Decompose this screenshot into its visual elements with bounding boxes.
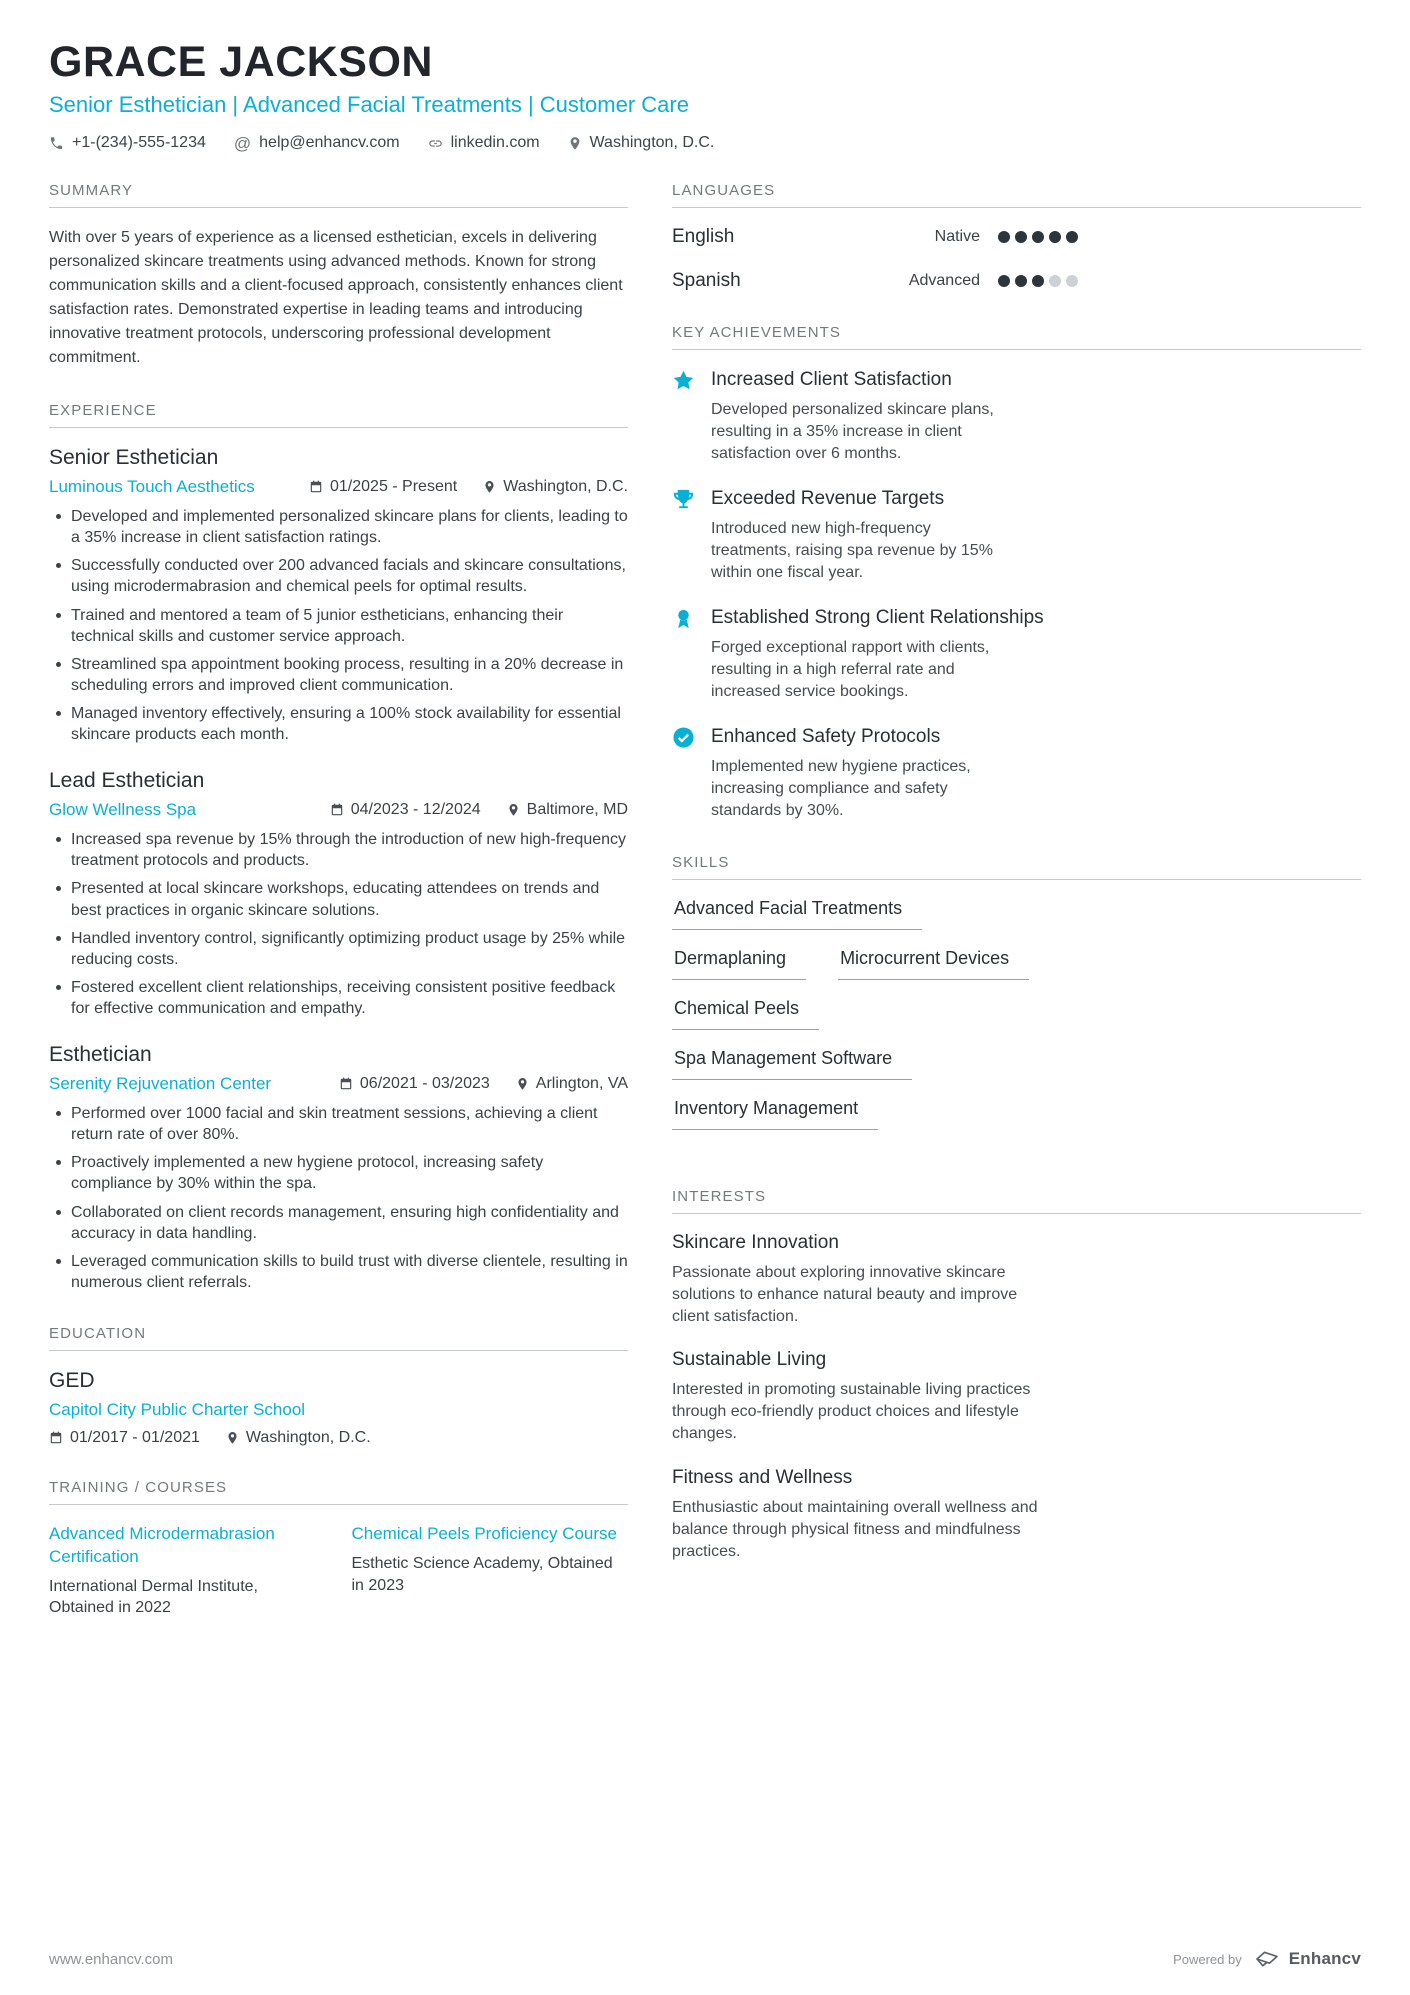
course-title: Chemical Peels Proficiency Course — [351, 1523, 617, 1543]
contact-phone — [49, 134, 206, 152]
bullet-item: Leveraged communication skills to build trust with diverse clientele, resulting in numerous client referrals. — [49, 1251, 628, 1293]
at-icon: @ — [233, 133, 252, 153]
contact-linkedin[interactable] — [428, 134, 540, 152]
achievement-text: Developed personalized skincare plans, resulting in a 35% increase in client satisfaction over 6 months. — [711, 400, 994, 463]
bullet-item: Increased spa revenue by 15% through the introduction of new high-frequency treatment protocols and products. — [49, 829, 628, 871]
experience-item — [49, 446, 628, 745]
bullet-item: Streamlined spa appointment booking process, resulting in a 20% decrease in scheduling errors and improved client communication. — [49, 654, 628, 696]
education-heading: EDUCATION — [49, 1325, 628, 1351]
achievement-body — [711, 725, 1011, 822]
bullet-item: Performed over 1000 facial and skin treatment sessions, achieving a client return rate of over 80%. — [49, 1103, 628, 1145]
education-dates-text: 01/2017 - 01/2021 — [70, 1428, 200, 1446]
check-circle-icon — [672, 725, 696, 822]
interests-section — [672, 1188, 1361, 1563]
achievement-title: Enhanced Safety Protocols — [711, 726, 941, 748]
training-heading: TRAINING / COURSES — [49, 1479, 628, 1505]
job-title: Lead Esthetician — [49, 769, 205, 793]
experience-heading: EXPERIENCE — [49, 402, 628, 428]
company-name: Serenity Rejuvenation Center — [49, 1074, 272, 1094]
achievement-title: Established Strong Client Relationships — [711, 607, 1044, 629]
job-meta — [49, 800, 628, 820]
skill-item: Microcurrent Devices — [838, 948, 1029, 980]
proficiency-dot — [1049, 231, 1061, 243]
experience-section — [49, 402, 628, 1293]
languages-heading: LANGUAGES — [672, 182, 1361, 208]
interest-title: Fitness and Wellness — [672, 1466, 853, 1488]
job-title: Esthetician — [49, 1043, 152, 1067]
achievements-section — [672, 324, 1361, 822]
interest-item — [672, 1349, 1361, 1445]
interest-title: Skincare Innovation — [672, 1232, 839, 1254]
skills-section — [672, 854, 1361, 1148]
skill-item: Chemical Peels — [672, 998, 819, 1030]
job-location-text: Washington, D.C. — [503, 478, 628, 496]
bullet-item: Presented at local skincare workshops, educating attendees on trends and best practices in organic skincare solutions. — [49, 878, 628, 920]
candidate-headline: Senior Esthetician | Advanced Facial Treatments | Customer Care — [49, 92, 689, 118]
calendar-icon — [339, 1077, 353, 1091]
proficiency-dot — [1049, 275, 1061, 287]
job-bullets — [49, 1103, 628, 1293]
achievement-title: Exceeded Revenue Targets — [711, 488, 945, 510]
bullet-item: Handled inventory control, significantly optimizing product usage by 25% while reducing costs. — [49, 928, 628, 970]
achievement-title: Increased Client Satisfaction — [711, 369, 952, 391]
course-item — [352, 1523, 629, 1619]
right-column — [672, 182, 1361, 1595]
columns — [49, 182, 1361, 1651]
job-dates-text: 04/2023 - 12/2024 — [350, 801, 481, 819]
enhancv-logo-icon — [1252, 1949, 1282, 1969]
job-location-text: Arlington, VA — [535, 1075, 628, 1093]
achievement-item — [672, 368, 1052, 465]
skill-item: Dermaplaning — [672, 948, 806, 980]
job-dates-text: 01/2025 - Present — [330, 478, 458, 496]
skills-list — [672, 898, 1042, 1148]
contact-linkedin-text: linkedin.com — [450, 134, 540, 152]
summary-section — [49, 182, 628, 370]
job-location — [516, 1075, 628, 1093]
bullet-item: Successfully conducted over 200 advanced facials and skincare consultations, using microdermabrasion and chemical peels for optimal results. — [49, 555, 628, 597]
contact-phone-text: +1-(234)-555-1234 — [72, 134, 206, 152]
experience-item — [49, 1043, 628, 1293]
interest-item — [672, 1467, 1361, 1563]
courses — [49, 1523, 628, 1619]
language-row — [672, 226, 1078, 248]
enhancv-logo[interactable] — [1252, 1949, 1361, 1969]
job-location — [483, 478, 628, 496]
experience-item — [49, 769, 628, 1019]
bullet-item: Collaborated on client records management, ensuring high confidentiality and accuracy in data handling. — [49, 1202, 628, 1244]
company-name: Luminous Touch Aesthetics — [49, 477, 255, 497]
job-meta — [49, 1074, 628, 1094]
contact-email[interactable] — [234, 134, 400, 152]
summary-heading: SUMMARY — [49, 182, 628, 208]
achievement-item — [672, 725, 1052, 822]
education-location — [226, 1429, 371, 1447]
achievement-item — [672, 606, 1052, 703]
interest-title: Sustainable Living — [672, 1349, 827, 1371]
proficiency-dot — [1032, 231, 1044, 243]
language-level: Native — [934, 228, 980, 246]
bullet-item: Fostered excellent client relationships, receiving consistent positive feedback for effective communication and empathy. — [49, 977, 628, 1019]
calendar-icon — [309, 480, 323, 494]
calendar-icon — [49, 1431, 63, 1445]
achievements-heading: KEY ACHIEVEMENTS — [672, 324, 1361, 350]
achievement-item — [672, 487, 1052, 584]
candidate-name: GRACE JACKSON — [49, 38, 433, 86]
header — [49, 40, 1361, 152]
course-title: Advanced Microdermabrasion Certification — [49, 1523, 275, 1566]
languages-section — [672, 182, 1361, 292]
calendar-icon — [330, 803, 344, 817]
proficiency-dot — [1015, 275, 1027, 287]
degree: GED — [49, 1368, 95, 1392]
interest-text: Passionate about exploring innovative skincare solutions to enhance natural beauty and improve client satisfaction. — [672, 1264, 1018, 1326]
education-location-text: Washington, D.C. — [245, 1428, 371, 1446]
interests-heading: INTERESTS — [672, 1188, 1361, 1214]
footer-website-link[interactable]: www.enhancv.com — [49, 1950, 173, 1968]
achievement-body — [711, 368, 1011, 465]
proficiency-dot — [998, 231, 1010, 243]
job-location — [507, 801, 628, 819]
job-bullets — [49, 506, 628, 745]
location-pin-icon — [516, 1077, 529, 1091]
location-pin-icon — [226, 1431, 239, 1445]
proficiency-dot — [1066, 231, 1078, 243]
course-item — [49, 1523, 326, 1619]
proficiency-dot — [1066, 275, 1078, 287]
footer — [49, 1949, 1361, 1969]
proficiency-dot — [1032, 275, 1044, 287]
interest-text: Interested in promoting sustainable living practices through eco-friendly product choices and lifestyle changes. — [672, 1381, 1031, 1443]
location-pin-icon — [568, 136, 582, 151]
course-detail: Esthetic Science Academy, Obtained in 2023 — [351, 1554, 613, 1594]
achievement-body — [711, 606, 1044, 703]
left-column — [49, 182, 628, 1651]
language-row — [672, 270, 1078, 292]
company-name: Glow Wellness Spa — [49, 800, 197, 820]
language-name: English — [672, 226, 735, 248]
education-section — [49, 1325, 628, 1447]
course-detail: International Dermal Institute, Obtained in 2022 — [49, 1577, 258, 1617]
skill-item: Spa Management Software — [672, 1048, 912, 1080]
bullet-item: Proactively implemented a new hygiene protocol, increasing safety compliance by 30% within the spa. — [49, 1152, 628, 1194]
job-meta — [49, 477, 628, 497]
achievement-body — [711, 487, 1011, 584]
powered-by — [1173, 1949, 1361, 1969]
powered-by-label: Powered by — [1173, 1951, 1242, 1967]
proficiency-dots — [998, 231, 1078, 243]
contact-location — [568, 134, 715, 152]
job-dates — [339, 1075, 490, 1093]
job-dates-text: 06/2021 - 03/2023 — [359, 1075, 490, 1093]
contact-location-text: Washington, D.C. — [589, 134, 715, 152]
proficiency-dot — [998, 275, 1010, 287]
bullet-item: Trained and mentored a team of 5 junior estheticians, enhancing their technical skills and customer service approach. — [49, 605, 628, 647]
job-title: Senior Esthetician — [49, 446, 219, 470]
trophy-icon — [672, 487, 696, 584]
location-pin-icon — [507, 803, 520, 817]
link-icon — [428, 136, 443, 151]
star-icon — [672, 368, 696, 465]
summary-text: With over 5 years of experience as a licensed esthetician, excels in delivering personalized skincare treatments using advanced methods. Known for strong communication skills and a client-focused approach, consistently enhances client satisfaction rates. Demonstrated expertise in leading teams and introducing innovative treatment protocols, underscoring professional development commitment. — [49, 229, 623, 367]
skill-item: Advanced Facial Treatments — [672, 898, 922, 930]
language-level: Advanced — [908, 272, 980, 290]
interest-item — [672, 1232, 1361, 1328]
phone-icon — [49, 136, 64, 151]
job-dates — [309, 478, 457, 496]
bullet-item: Managed inventory effectively, ensuring a 100% stock availability for essential skincare products each month. — [49, 703, 628, 745]
contact-email-text: help@enhancv.com — [259, 134, 400, 152]
proficiency-dots — [998, 275, 1078, 287]
skills-heading: SKILLS — [672, 854, 1361, 880]
contact-row — [49, 134, 1361, 152]
proficiency-dot — [1015, 231, 1027, 243]
education-meta — [49, 1429, 628, 1447]
job-location-text: Baltimore, MD — [526, 801, 628, 819]
achievement-text: Forged exceptional rapport with clients, resulting in a high referral rate and increased service bookings. — [711, 638, 990, 701]
language-name: Spanish — [672, 270, 741, 292]
job-bullets — [49, 829, 628, 1019]
skill-item: Inventory Management — [672, 1098, 878, 1130]
education-dates — [49, 1429, 200, 1447]
medal-icon — [672, 606, 696, 703]
bullet-item: Developed and implemented personalized skincare plans for clients, leading to a 35% increase in client satisfaction ratings. — [49, 506, 628, 548]
location-pin-icon — [483, 480, 496, 494]
training-section — [49, 1479, 628, 1619]
school-name: Capitol City Public Charter School — [49, 1399, 306, 1419]
achievement-text: Implemented new hygiene practices, increasing compliance and safety standards by 30%. — [711, 757, 971, 819]
interest-text: Enthusiastic about maintaining overall wellness and balance through physical fitness and mindfulness practices. — [672, 1498, 1038, 1560]
enhancv-logo-text: Enhancv — [1288, 1949, 1361, 1968]
achievement-text: Introduced new high-frequency treatments, raising spa revenue by 15% within one fiscal year. — [711, 519, 993, 582]
job-dates — [330, 801, 481, 819]
